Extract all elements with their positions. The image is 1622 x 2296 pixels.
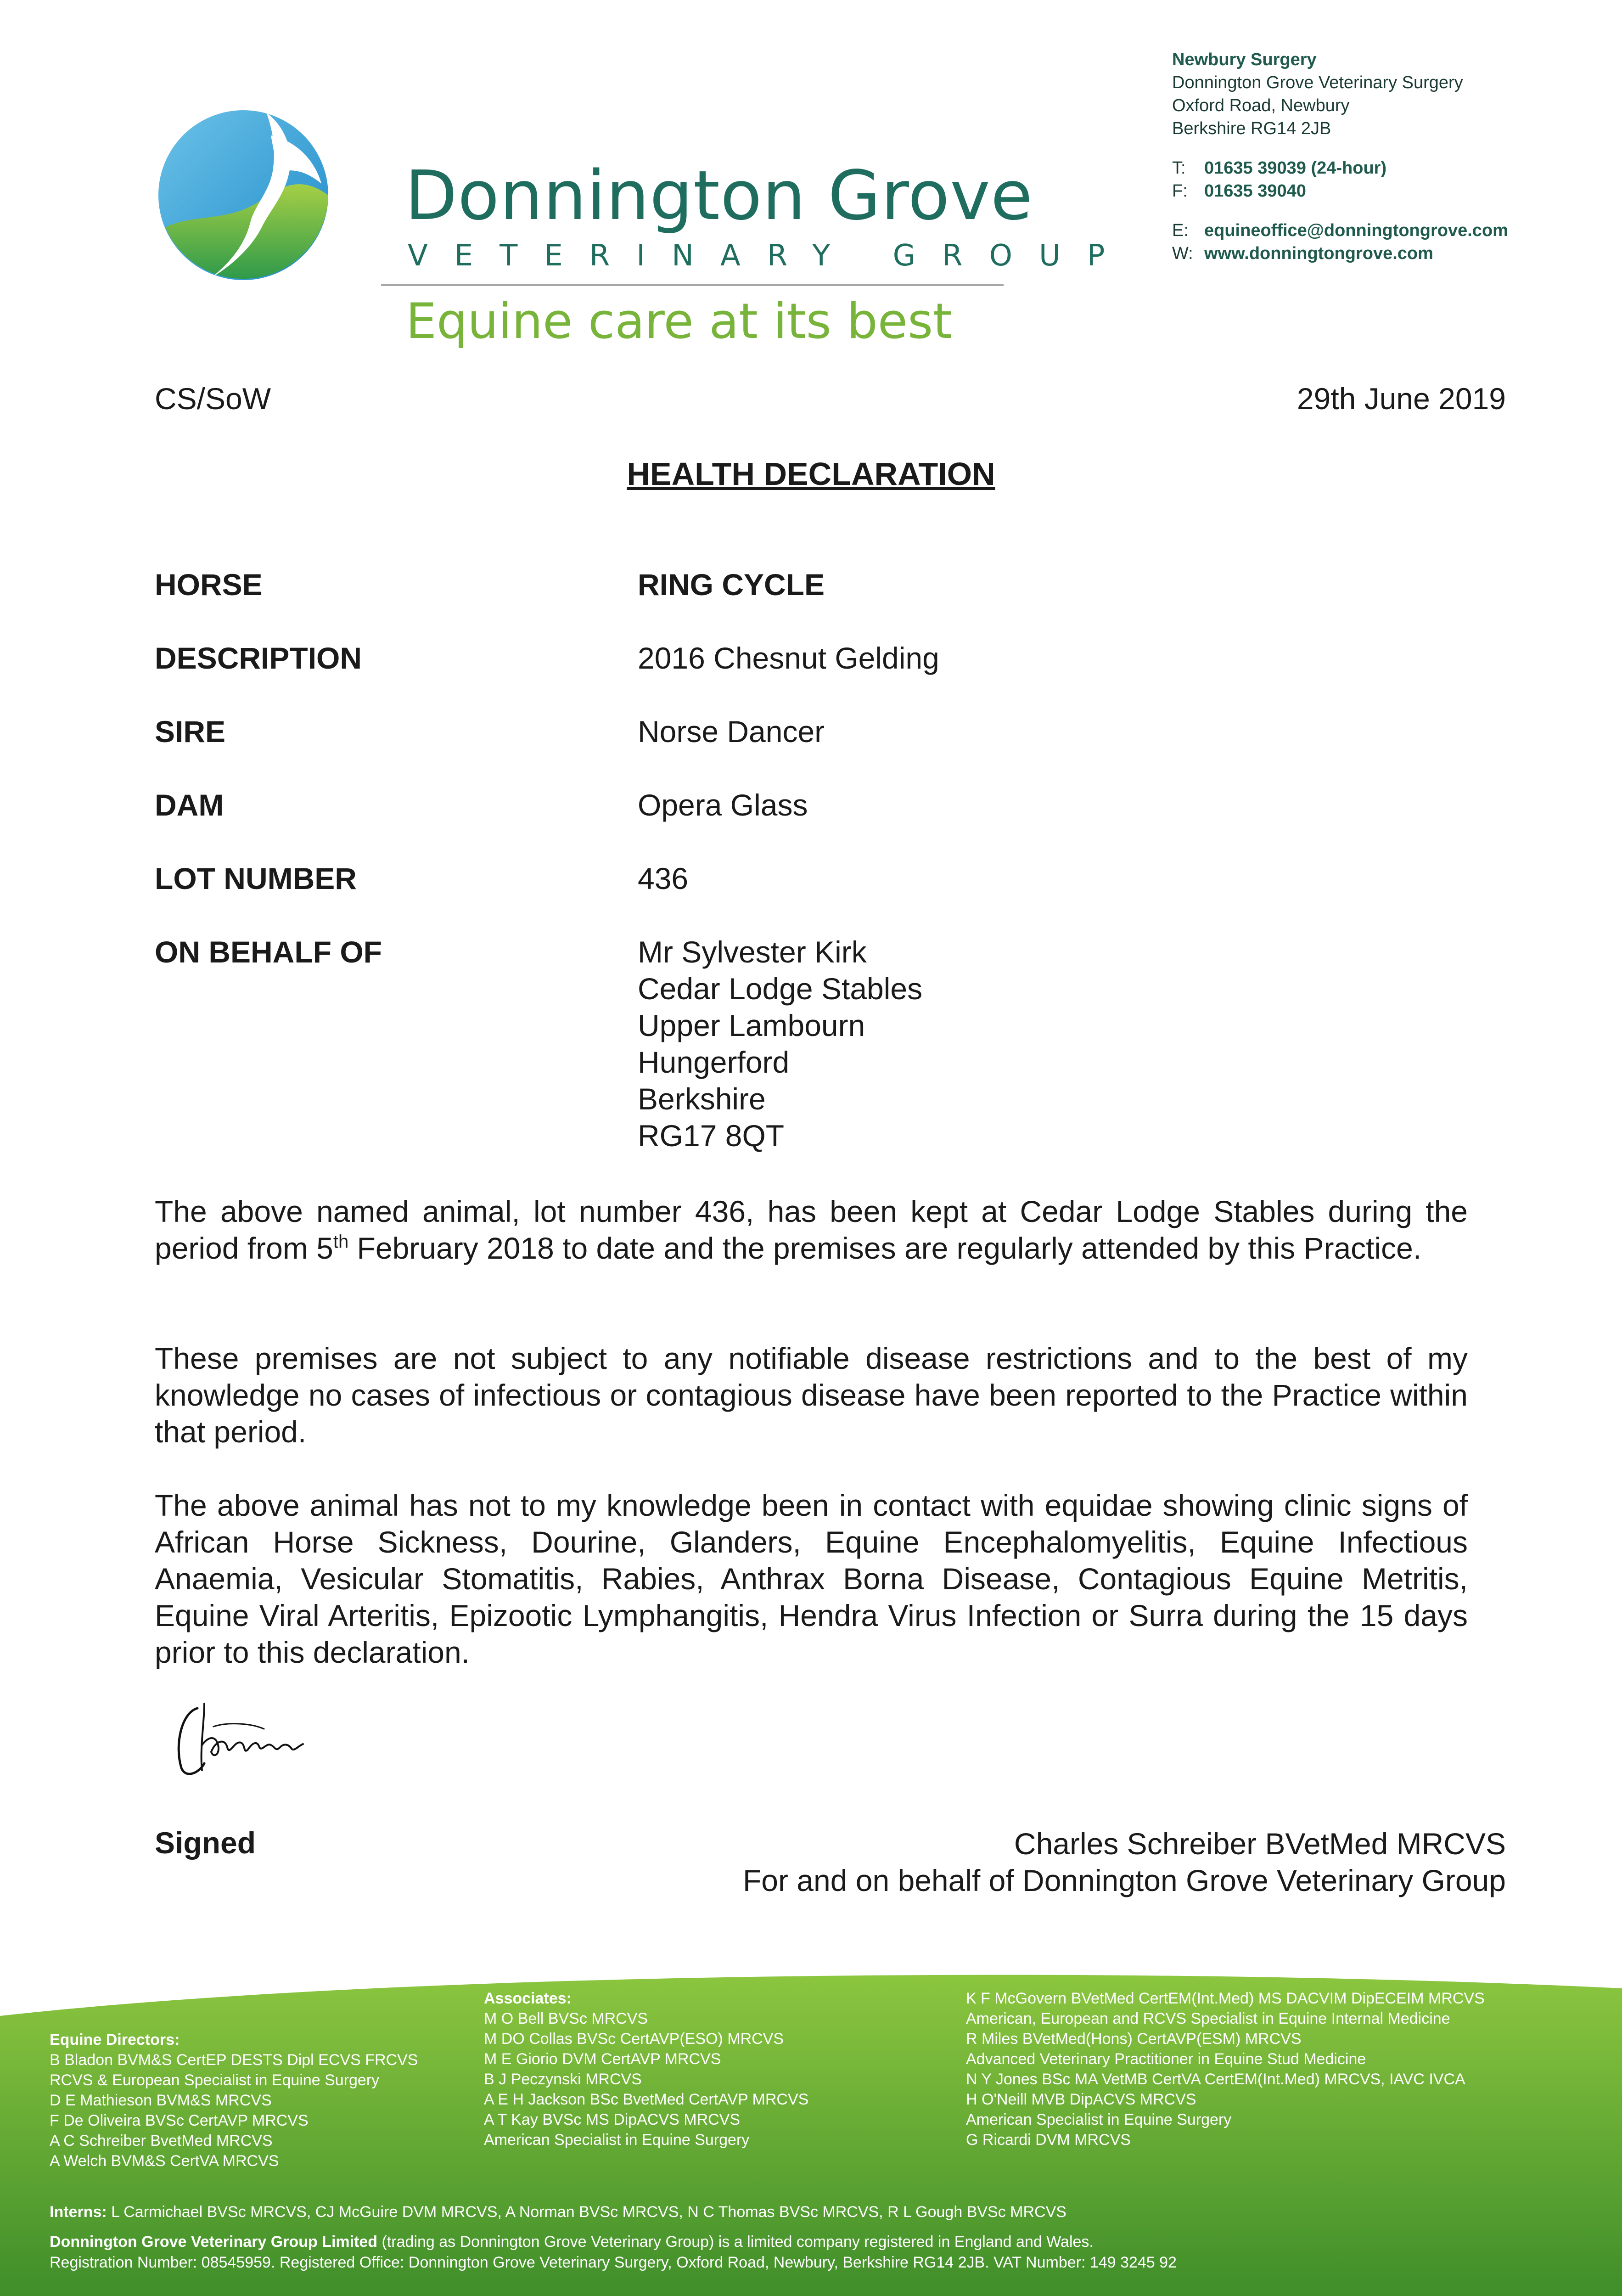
director-line: A C Schreiber BvetMed MRCVS (50, 2132, 273, 2150)
specialist-line: H O'Neill MVB DipACVS MRCVS (966, 2091, 1196, 2108)
interns-list: L Carmichael BVSc MRCVS, CJ McGuire DVM MRCVS, A Norman BVSc MRCVS, N C Thomas BVSc MRCVS, R L Gough BVSc MRCVS (111, 2203, 1066, 2221)
surgery-contact-block (1172, 48, 1508, 265)
reference-code: CS/SoW (155, 382, 271, 416)
associate-line: M O Bell BVSc MRCVS (484, 2010, 648, 2027)
field-row-lot-number (155, 860, 1486, 897)
specialist-line: N Y Jones BSc MA VetMB CertVA CertEM(Int.Med) MRCVS, IAVC IVCA (966, 2071, 1465, 2088)
field-value: Norse Dancer (638, 715, 825, 748)
document-title: HEALTH DECLARATION (627, 456, 995, 492)
brand-tagline: Equine care at its best (406, 293, 952, 349)
field-label: DAM (155, 788, 224, 822)
owner-address-line: Upper Lambourn (638, 1008, 865, 1042)
director-line: D E Mathieson BVM&S MRCVS (50, 2092, 272, 2109)
signer-organisation: For and on behalf of Donnington Grove Veterinary Group (742, 1863, 1506, 1897)
field-value: 2016 Chesnut Gelding (638, 641, 939, 675)
brand-divider (381, 284, 1004, 286)
footer-registration: Registration Number: 08545959. Registered Office: Donnington Grove Veterinary Surgery, Oxford Road, Newbury, Berkshire RG14 2JB. VAT Number: 149 3245 92 (50, 2254, 1177, 2271)
web-label: W: (1172, 244, 1193, 263)
associate-line: American Specialist in Equine Surgery (484, 2131, 750, 2149)
associate-line: A E H Jackson BSc BvetMed CertAVP MRCVS (484, 2091, 809, 2108)
declaration-paragraph-1: The above named animal, lot number 436, has been kept at Cedar Lodge Stables during the period from 5th February 2018 to date and the premises are regularly attended by this Practice. (155, 1194, 1468, 1265)
owner-address (638, 934, 1486, 1154)
declaration-paragraph-3: The above animal has not to my knowledge been in contact with equidae showing clinic signs of African Horse Sickness, Dourine, Glanders, Equine Encephalomyelitis, Equine Infectious Anaemia, Vesicular Stomatitis, Rabies, Anthrax Borna Disease, Contagious Equine Metritis, Equine Viral Arteritis, Epizootic Lymphangitis, Hendra Virus Infection or Surra during the 15 days prior to this declaration. (155, 1488, 1468, 1669)
owner-address-line: Cedar Lodge Stables (638, 972, 923, 1006)
declaration-paragraph-2: These premises are not subject to any notifiable disease restrictions and to the best of my knowledge no cases of infectious or contagious disease have been reported to the Practice within that period. (155, 1341, 1468, 1449)
field-value: Opera Glass (638, 788, 808, 822)
field-row-dam (155, 787, 1486, 823)
specialist-line: R Miles BVetMed(Hons) CertAVP(ESM) MRCVS (966, 2030, 1302, 2048)
field-value: 436 (638, 861, 689, 895)
signer-block (743, 1825, 1506, 1899)
associate-line: A T Kay BVSc MS DipACVS MRCVS (484, 2111, 741, 2128)
owner-address-line: RG17 8QT (638, 1119, 785, 1153)
owner-address-line: Berkshire (638, 1082, 766, 1116)
specialist-line: American Specialist in Equine Surgery (966, 2111, 1232, 2128)
fax-number: 01635 39040 (1204, 181, 1306, 201)
handwritten-signature (172, 1694, 310, 1786)
brand-subtitle: VETERINARY GROUP (408, 239, 1132, 273)
director-line: A Welch BVM&S CertVA MRCVS (50, 2152, 279, 2170)
footer-associates (484, 1988, 808, 2150)
document-date: 29th June 2019 (1296, 382, 1506, 416)
field-label: HORSE (155, 568, 263, 602)
footer-directors (50, 2030, 418, 2171)
directors-heading: Equine Directors: (50, 2031, 180, 2048)
field-row-on-behalf-of (155, 934, 1486, 1154)
field-row-sire (155, 713, 1486, 750)
director-line: RCVS & European Specialist in Equine Surgery (50, 2071, 380, 2089)
field-label: DESCRIPTION (155, 641, 362, 675)
company-text: (trading as Donnington Grove Veterinary Group) is a limited company registered in England and Wales. (382, 2233, 1094, 2251)
website-link[interactable]: www.donningtongrove.com (1204, 244, 1433, 263)
surgery-address-line: Donnington Grove Veterinary Surgery (1172, 73, 1463, 92)
director-line: F De Oliveira BVSc CertAVP MRCVS (50, 2112, 309, 2129)
signer-name: Charles Schreiber BVetMed MRCVS (1014, 1827, 1506, 1861)
phone-label: T: (1172, 158, 1186, 178)
specialist-line: K F McGovern BVetMed CertEM(Int.Med) MS DACVIM DipECEIM MRCVS (966, 1990, 1485, 2007)
field-label: SIRE (155, 715, 226, 748)
associate-line: M E Giorio DVM CertAVP MRCVS (484, 2050, 721, 2068)
horse-details (155, 566, 1486, 1154)
specialist-line: Advanced Veterinary Practitioner in Equine Stud Medicine (966, 2050, 1366, 2068)
field-label: LOT NUMBER (155, 861, 357, 895)
specialist-line: American, European and RCVS Specialist in Equine Internal Medicine (966, 2010, 1450, 2027)
email-label: E: (1172, 221, 1189, 240)
owner-address-line: Hungerford (638, 1045, 790, 1079)
field-row-horse (155, 566, 1486, 603)
associates-heading: Associates: (484, 1990, 572, 2007)
footer-interns (50, 2202, 1066, 2222)
director-line: B Bladon BVM&S CertEP DESTS Dipl ECVS FRCVS (50, 2051, 418, 2069)
owner-address-line: Mr Sylvester Kirk (638, 935, 867, 969)
associate-line: M DO Collas BVSc CertAVP(ESO) MRCVS (484, 2030, 784, 2048)
footer-company (50, 2232, 1094, 2252)
footer-specialists (966, 1988, 1485, 2150)
specialist-line: G Ricardi DVM MRCVS (966, 2131, 1131, 2149)
field-row-description (155, 640, 1486, 676)
surgery-address-line: Oxford Road, Newbury (1172, 96, 1350, 115)
signed-label: Signed (155, 1826, 256, 1860)
company-name: Donnington Grove Veterinary Group Limited (50, 2233, 378, 2251)
field-value: RING CYCLE (638, 568, 825, 602)
horse-head-circle-logo (156, 108, 331, 282)
field-label: ON BEHALF OF (155, 935, 382, 969)
phone-number: 01635 39039 (24-hour) (1204, 158, 1387, 178)
surgery-name: Newbury Surgery (1172, 50, 1317, 69)
interns-label: Interns: (50, 2203, 107, 2221)
associate-line: B J Peczynski MRCVS (484, 2071, 642, 2088)
brand-name: Donnington Grove (405, 156, 1033, 235)
email-link[interactable]: equineoffice@donningtongrove.com (1204, 221, 1508, 240)
fax-label: F: (1172, 181, 1188, 201)
surgery-address-line: Berkshire RG14 2JB (1172, 119, 1331, 138)
